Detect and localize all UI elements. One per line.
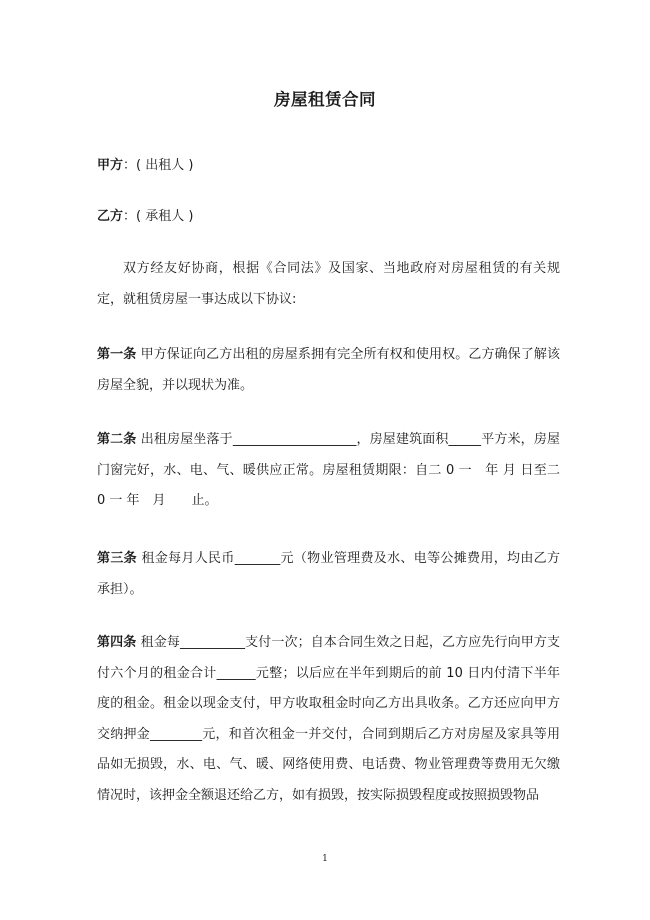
article-2-label: 第二条 — [97, 432, 137, 447]
article-1-label: 第一条 — [97, 347, 137, 362]
article-3-text: 租金每月人民币_______元（物业管理费及水、电等公摊费用，均由乙方承担）。 — [97, 551, 560, 597]
article-3-label: 第三条 — [97, 551, 137, 566]
party-b-text: ：( 承租人 ) — [123, 209, 194, 224]
article-1 — [97, 340, 560, 401]
intro-paragraph: 双方经友好协商，根据《合同法》及国家、当地政府对房屋租赁的有关规定，就租赁房屋一事达成以下协议: — [97, 261, 560, 307]
article-4-text: 租金每__________支付一次；自本合同生效之日起，乙方应先行向甲方支付六个月的租金合计______元整；以后应在半年到期后的前 10 日内付清下半年度的租金。租金以现金支付，甲方收取租金时向乙方出具收条。乙方还应向甲方交纳押金________元，和首次租金一并交付，合同到期后乙方对房屋及家具等用品如无损毁，水、电、气、暖、网络使用费、电话费、物业管理费等费用无欠缴情况时，该押金全额退还给乙方，如有损毁，按实际损毁程度或按照损毁物品 — [97, 635, 560, 803]
party-b-label: 乙方 — [97, 209, 124, 224]
article-4 — [97, 628, 560, 811]
party-a-text: ：( 出租人 ) — [123, 158, 194, 173]
article-1-text: 甲方保证向乙方出租的房屋系拥有完全所有权和使用权。乙方确保了解该房屋全貌，并以现状为准。 — [97, 347, 560, 393]
article-2-text: 出租房屋坐落于___________________，房屋建筑面积_____平方米，房屋门窗完好，水、电、气、暖供应正常。房屋租赁期限：自二 0 一 年 月 日至二 0 一 年 月 止。 — [97, 432, 560, 508]
party-a-label: 甲方 — [97, 158, 124, 173]
document-title: 房屋租赁合同 — [274, 90, 376, 109]
article-3 — [97, 544, 560, 605]
article-2 — [97, 425, 560, 517]
party-b-line — [97, 207, 193, 227]
party-a-line — [97, 156, 193, 176]
page-number: 1 — [322, 854, 328, 864]
article-4-label: 第四条 — [97, 635, 137, 650]
